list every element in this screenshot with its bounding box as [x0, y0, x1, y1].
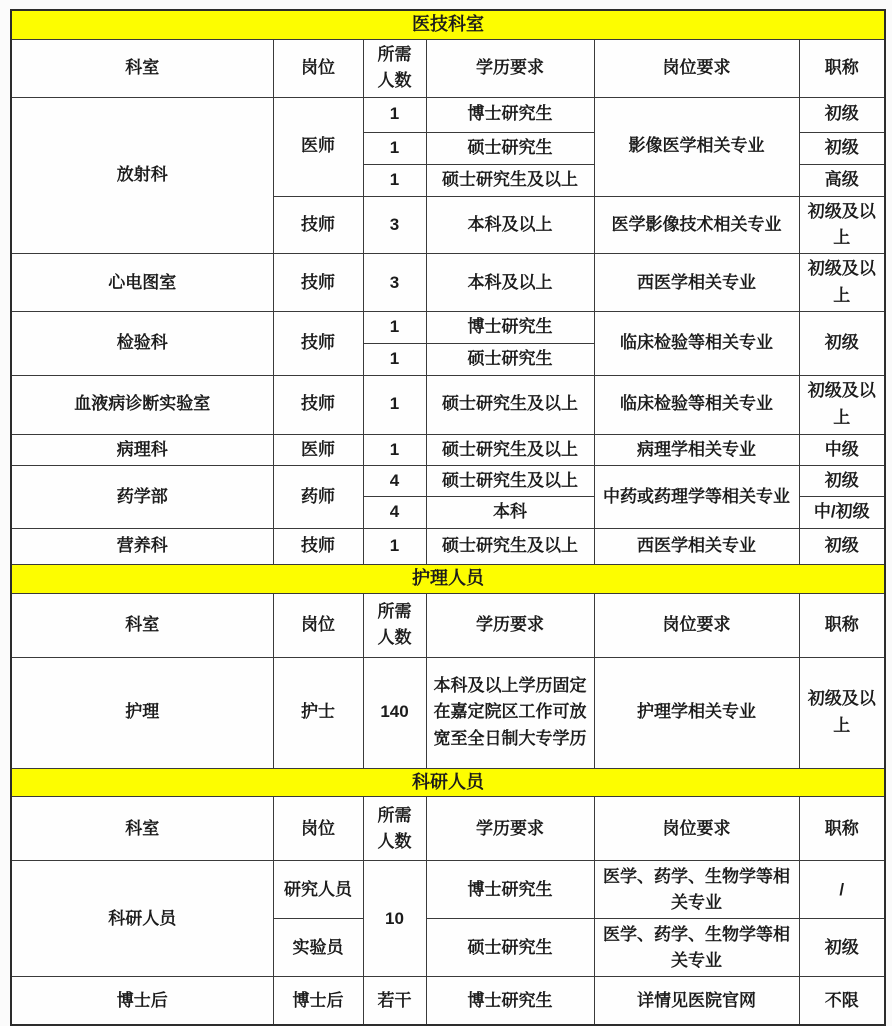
cell-radiology-technician-post: 技师: [273, 196, 363, 254]
col-header-dept: 科室: [11, 39, 273, 97]
cell-nutrition-req: 西医学相关专业: [594, 528, 799, 564]
cell-radiology-technician-count: 3: [363, 196, 426, 254]
cell-researcher-req: 医学、药学、生物学等相关专业: [594, 861, 799, 919]
cell-pathology-rank: 中级: [799, 434, 885, 465]
cell-postdoc-req: 详情见医院官网: [594, 977, 799, 1025]
cell-researcher-post: 研究人员: [273, 861, 363, 919]
cell-hematology-rank: 初级及以上: [799, 375, 885, 434]
cell-nursing-req: 护理学相关专业: [594, 657, 799, 768]
cell-ecg-rank: 初级及以上: [799, 254, 885, 312]
cell-postdoc-dept: 博士后: [11, 977, 273, 1025]
cell-ecg-req: 西医学相关专业: [594, 254, 799, 312]
cell-hematology-req: 临床检验等相关专业: [594, 375, 799, 434]
cell-nursing-dept: 护理: [11, 657, 273, 768]
cell-lab-req: 临床检验等相关专业: [594, 312, 799, 375]
cell-postdoc-count: 若干: [363, 977, 426, 1025]
cell-nursing-post: 护士: [273, 657, 363, 768]
cell-postdoc-rank: 不限: [799, 977, 885, 1025]
cell-pharmacy-count-1: 4: [363, 465, 426, 496]
cell-hematology-count: 1: [363, 375, 426, 434]
cell-radiology-physician-edu-3: 硕士研究生及以上: [426, 164, 594, 196]
cell-postdoc-edu: 博士研究生: [426, 977, 594, 1025]
col-header-count-label: 所需人数: [377, 601, 412, 648]
cell-research-count: 10: [363, 861, 426, 977]
cell-nursing-edu: 本科及以上学历固定在嘉定院区工作可放宽至全日制大专学历: [426, 657, 594, 768]
cell-radiology-physician-rank-1: 初级: [799, 97, 885, 132]
col-header-edu: 学历要求: [426, 39, 594, 97]
cell-lab-count-2: 1: [363, 343, 426, 375]
col-header-rank: 职称: [799, 797, 885, 861]
cell-labtech-edu: 硕士研究生: [426, 919, 594, 977]
col-header-count-label: 所需人数: [377, 805, 412, 851]
cell-pharmacy-count-2: 4: [363, 497, 426, 528]
cell-pathology-req: 病理学相关专业: [594, 434, 799, 465]
col-header-dept: 科室: [11, 593, 273, 657]
recruitment-table: [10, 9, 886, 1026]
cell-radiology-physician-count-2: 1: [363, 132, 426, 164]
cell-lab-rank: 初级: [799, 312, 885, 375]
col-header-edu: 学历要求: [426, 797, 594, 861]
cell-radiology-physician-rank-3: 高级: [799, 164, 885, 196]
section-title-nursing: 护理人员: [11, 564, 885, 593]
cell-pharmacy-rank-2: 中/初级: [799, 497, 885, 528]
col-header-req: 岗位要求: [594, 797, 799, 861]
cell-pathology-dept: 病理科: [11, 434, 273, 465]
col-header-dept: 科室: [11, 797, 273, 861]
cell-pathology-count: 1: [363, 434, 426, 465]
cell-pharmacy-edu-2: 本科: [426, 497, 594, 528]
col-header-req: 岗位要求: [594, 593, 799, 657]
cell-radiology-physician-post: 医师: [273, 97, 363, 196]
cell-pharmacy-req: 中药或药理学等相关专业: [594, 465, 799, 528]
cell-nursing-rank: 初级及以上: [799, 657, 885, 768]
col-header-rank: 职称: [799, 39, 885, 97]
cell-pharmacy-rank-1: 初级: [799, 465, 885, 496]
cell-hematology-post: 技师: [273, 375, 363, 434]
cell-pharmacy-post: 药师: [273, 465, 363, 528]
cell-radiology-dept: 放射科: [11, 97, 273, 254]
cell-radiology-physician-edu-2: 硕士研究生: [426, 132, 594, 164]
cell-ecg-dept: 心电图室: [11, 254, 273, 312]
cell-labtech-req: 医学、药学、生物学等相关专业: [594, 919, 799, 977]
cell-hematology-dept: 血液病诊断实验室: [11, 375, 273, 434]
cell-pharmacy-edu-1: 硕士研究生及以上: [426, 465, 594, 496]
cell-nutrition-count: 1: [363, 528, 426, 564]
col-header-post: 岗位: [273, 593, 363, 657]
cell-postdoc-post: 博士后: [273, 977, 363, 1025]
cell-nutrition-post: 技师: [273, 528, 363, 564]
cell-radiology-technician-req: 医学影像技术相关专业: [594, 196, 799, 254]
cell-nutrition-edu: 硕士研究生及以上: [426, 528, 594, 564]
cell-ecg-post: 技师: [273, 254, 363, 312]
cell-labtech-post: 实验员: [273, 919, 363, 977]
cell-nutrition-dept: 营养科: [11, 528, 273, 564]
col-header-post: 岗位: [273, 797, 363, 861]
col-header-count: [363, 593, 426, 657]
cell-researcher-edu: 博士研究生: [426, 861, 594, 919]
cell-ecg-count: 3: [363, 254, 426, 312]
cell-ecg-edu: 本科及以上: [426, 254, 594, 312]
col-header-count-label: 所需人数: [377, 44, 412, 91]
cell-pathology-edu: 硕士研究生及以上: [426, 434, 594, 465]
cell-lab-dept: 检验科: [11, 312, 273, 375]
cell-radiology-physician-count-3: 1: [363, 164, 426, 196]
cell-radiology-physician-count-1: 1: [363, 97, 426, 132]
col-header-count: [363, 797, 426, 861]
cell-labtech-rank: 初级: [799, 919, 885, 977]
cell-nutrition-rank: 初级: [799, 528, 885, 564]
cell-lab-edu-1: 博士研究生: [426, 312, 594, 343]
cell-research-dept: 科研人员: [11, 861, 273, 977]
cell-nursing-count: 140: [363, 657, 426, 768]
col-header-rank: 职称: [799, 593, 885, 657]
cell-lab-count-1: 1: [363, 312, 426, 343]
cell-researcher-rank: /: [799, 861, 885, 919]
col-header-post: 岗位: [273, 39, 363, 97]
cell-hematology-edu: 硕士研究生及以上: [426, 375, 594, 434]
cell-radiology-physician-req: 影像医学相关专业: [594, 97, 799, 196]
col-header-count: [363, 39, 426, 97]
cell-lab-edu-2: 硕士研究生: [426, 343, 594, 375]
cell-pathology-post: 医师: [273, 434, 363, 465]
col-header-edu: 学历要求: [426, 593, 594, 657]
cell-radiology-physician-rank-2: 初级: [799, 132, 885, 164]
cell-radiology-technician-edu: 本科及以上: [426, 196, 594, 254]
cell-radiology-technician-rank: 初级及以上: [799, 196, 885, 254]
cell-pharmacy-dept: 药学部: [11, 465, 273, 528]
section-title-research: 科研人员: [11, 768, 885, 797]
section-title-medtech: 医技科室: [11, 10, 885, 39]
cell-lab-post: 技师: [273, 312, 363, 375]
cell-radiology-physician-edu-1: 博士研究生: [426, 97, 594, 132]
col-header-req: 岗位要求: [594, 39, 799, 97]
